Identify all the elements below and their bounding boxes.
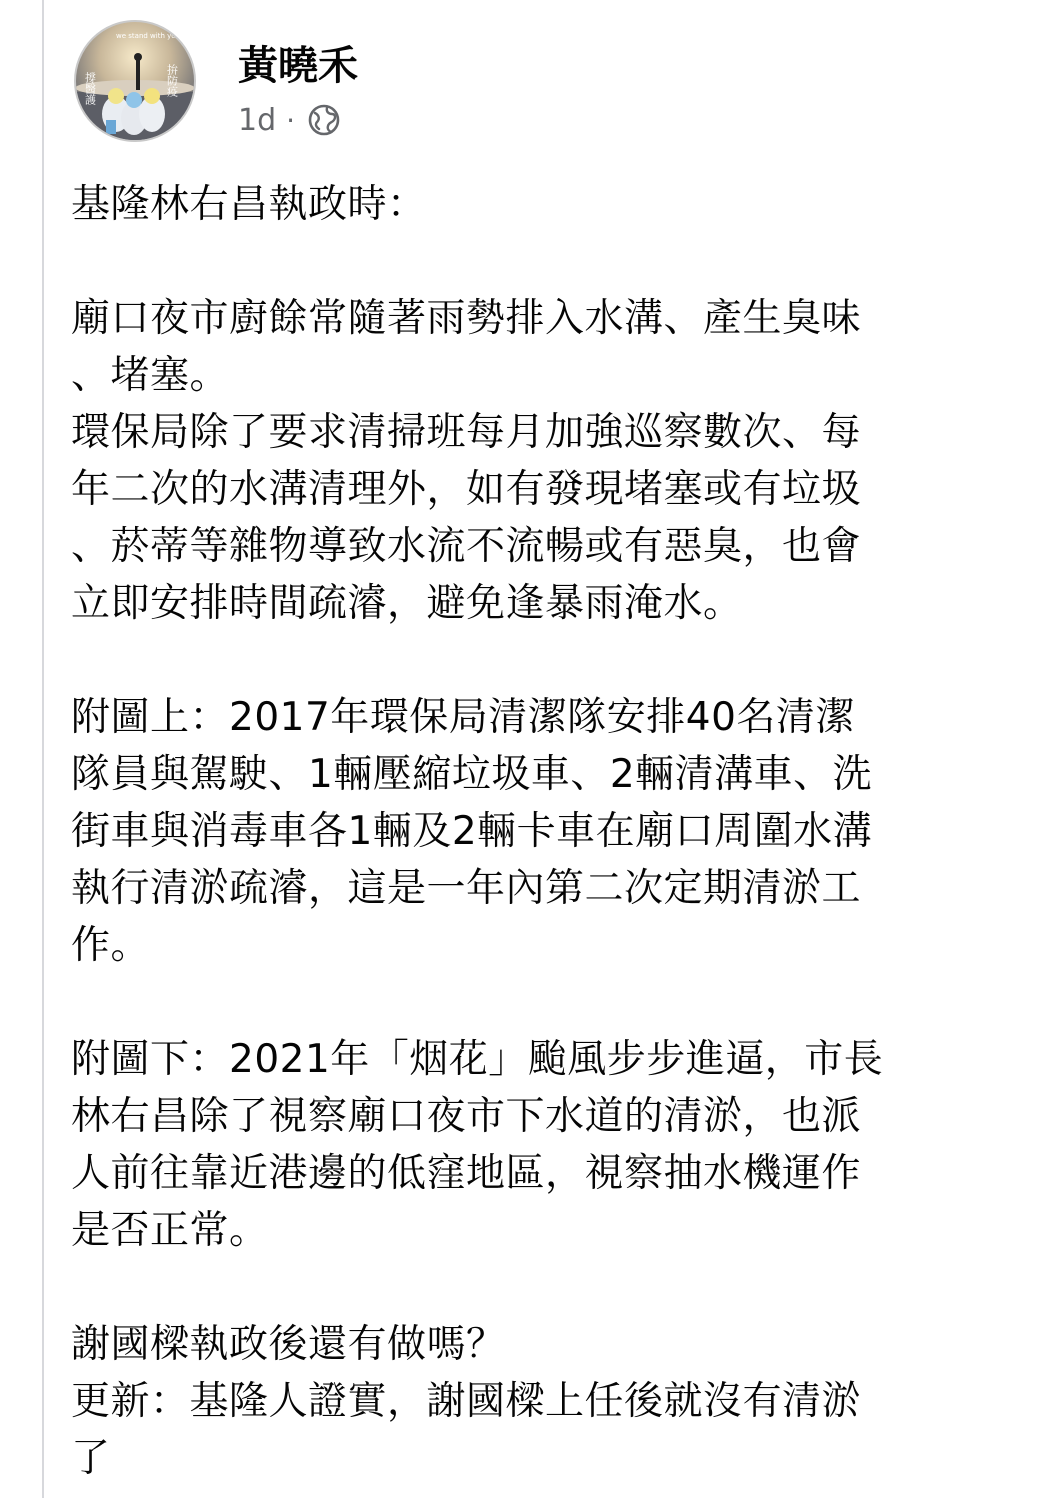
post-text-line: 執行清淤疏濬，這是一年內第二次定期清淤工	[71, 866, 862, 911]
avatar-text-top: we stand with you all	[116, 32, 191, 40]
post-text-line: 作。	[71, 923, 151, 968]
post-text-line: 基隆林右昌執政時：	[71, 182, 427, 227]
paragraph-break	[71, 233, 1011, 290]
post-text-line: 附圖下：2021年「烟花」颱風步步進逼，市長	[71, 1037, 884, 1082]
post-text-line: 、堵塞。	[71, 353, 230, 398]
post-text-line: 林右昌除了視察廟口夜市下水道的清淤，也派	[71, 1094, 862, 1139]
author-avatar[interactable]	[74, 20, 196, 142]
post-text-line: 附圖上：2017年環保局清潔隊安排40名清潔	[71, 695, 855, 740]
meta-separator: ·	[286, 103, 296, 137]
globe-icon[interactable]	[307, 103, 341, 137]
avatar-text-right: 拚防疫	[165, 64, 179, 97]
post-text-line: 廟口夜市廚餘常隨著雨勢排入水溝、產生臭味	[71, 296, 862, 341]
post-meta	[238, 98, 341, 142]
post-text-line: 是否正常。	[71, 1208, 269, 1253]
post-text-line: 人前往靠近港邊的低窪地區，視察抽水機運作	[71, 1151, 862, 1196]
post-text-line: 隊員與駕駛、1輛壓縮垃圾車、2輛清溝車、洗	[71, 752, 873, 797]
post-text-line: 年二次的水溝清理外，如有發現堵塞或有垃圾	[71, 467, 862, 512]
paragraph-break	[71, 1259, 1011, 1316]
post-text-line: 、菸蒂等雜物導致水流不流暢或有惡臭，也會	[71, 524, 862, 569]
post-text-line: 更新：基隆人證實，謝國樑上任後就沒有清淤	[71, 1379, 862, 1424]
author-name[interactable]: 黃曉禾	[238, 43, 358, 89]
paragraph-break	[71, 974, 1011, 1031]
post-text-line: 街車與消毒車各1輛及2輛卡車在廟口周圍水溝	[71, 809, 873, 854]
avatar-text-left: 撐醫護	[83, 72, 97, 105]
post-text-line: 立即安排時間疏濬，避免逢暴雨淹水。	[71, 581, 743, 626]
post-text-line: 謝國樑執政後還有做嗎？	[71, 1322, 506, 1367]
post-text-line: 了	[71, 1436, 111, 1481]
post-text	[71, 176, 1011, 1487]
avatar-image	[76, 22, 194, 140]
post-text-line: 環保局除了要求清掃班每月加強巡察數次、每	[71, 410, 862, 455]
post-timestamp[interactable]: 1d	[238, 102, 277, 138]
paragraph-break	[71, 632, 1011, 689]
